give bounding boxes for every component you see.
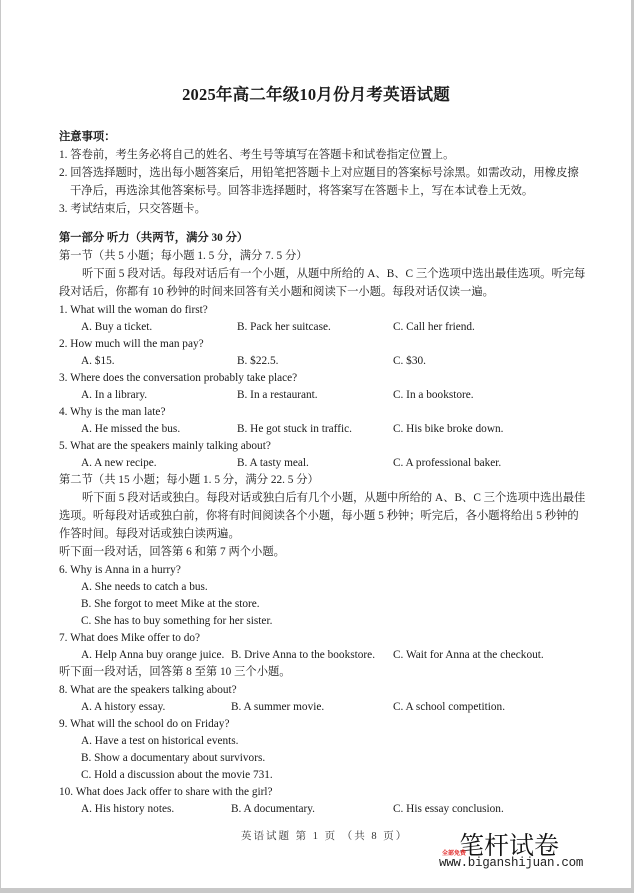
- option-b: B. Show a documentary about survivors.: [81, 752, 266, 764]
- question-8: 8. What are the speakers talking about?: [59, 684, 237, 696]
- option-a: A. Help Anna buy orange juice.: [81, 649, 225, 661]
- question-4: 4. Why is the man late?: [59, 406, 166, 418]
- option-a: A. A history essay.: [81, 701, 166, 713]
- question-10: 10. What does Jack offer to share with the girl?: [59, 786, 273, 798]
- option-b: B. A summer movie.: [231, 701, 325, 713]
- option-b: B. In a restaurant.: [237, 389, 318, 401]
- option-a: A. In a library.: [81, 389, 148, 401]
- question-1: 1. What will the woman do first?: [59, 304, 208, 316]
- question-3: 3. Where does the conversation probably take place?: [59, 372, 298, 384]
- page-number: 英语试题 第 1 页 （共 8 页）: [241, 831, 409, 842]
- page-title: 2025年高二年级10月份月考英语试题: [182, 85, 450, 104]
- notice-item: 2. 回答选择题时，选出每小题答案后，用铅笔把答题卡上对应题目的答案标号涂黑。如需改动，用橡皮擦: [59, 167, 579, 179]
- option-b: B. Pack her suitcase.: [237, 321, 331, 333]
- question-7: 7. What does Mike offer to do?: [59, 632, 201, 644]
- question-2: 2. How much will the man pay?: [59, 338, 204, 350]
- option-a: A. Have a test on historical events.: [81, 735, 239, 747]
- notice-item: 3. 考试结束后，只交答题卡。: [59, 203, 206, 215]
- section1-instructions: 段对话后，你都有 10 秒钟的时间来回答有关小题和阅读下一小题。每段对话仅读一遍。: [59, 286, 494, 298]
- option-a: A. $15.: [81, 355, 115, 367]
- option-a: A. He missed the bus.: [81, 423, 181, 435]
- notice-heading: 注意事项：: [59, 131, 116, 143]
- group-instruction: 听下面一段对话，回答第 8 至第 10 三个小题。: [59, 666, 291, 678]
- option-b: B. He got stuck in traffic.: [237, 423, 352, 435]
- option-c: C. Wait for Anna at the checkout.: [393, 649, 544, 661]
- option-b: B. A documentary.: [231, 803, 315, 815]
- section1-instructions: 听下面 5 段对话。每段对话后有一个小题，从题中所给的 A、B、C 三个选项中选出最佳选项。听完每: [82, 268, 586, 280]
- watermark-url: www.biganshijuan.com: [439, 856, 584, 870]
- option-b: B. A tasty meal.: [237, 457, 309, 469]
- section2-instructions: 听下面 5 段对话或独白。每段对话或独白后有几个小题，从题中所给的 A、B、C 三个选项中选出最佳: [82, 492, 586, 504]
- section2-instructions: 选项。听每段对话或独白前，你将有时间阅读各个小题，每小题 5 秒钟；听完后，各小题将给出 5 秒钟的: [59, 510, 579, 522]
- section2-heading: 第二节（共 15 小题；每小题 1. 5 分，满分 22. 5 分）: [59, 474, 319, 486]
- option-c: C. A professional baker.: [393, 457, 502, 469]
- option-a: A. His history notes.: [81, 803, 175, 815]
- group-instruction: 听下面一段对话，回答第 6 和第 7 两个小题。: [59, 546, 285, 558]
- section1-heading: 第一节（共 5 小题；每小题 1. 5 分，满分 7. 5 分）: [59, 250, 308, 262]
- exam-page: [1, 0, 631, 888]
- question-6: 6. Why is Anna in a hurry?: [59, 564, 181, 576]
- option-c: C. A school competition.: [393, 701, 506, 713]
- notice-item: 干净后，再选涂其他答案标号。回答非选择题时，将答案写在答题卡上，写在本试卷上无效。: [70, 185, 534, 197]
- part1-heading: 第一部分 听力（共两节，满分 30 分）: [59, 232, 249, 244]
- watermark-brand: 笔杆试卷: [459, 831, 560, 860]
- notice-item: 1. 答卷前，考生务必将自己的姓名、考生号等填写在答题卡和试卷指定位置上。: [59, 149, 455, 161]
- option-c: C. His bike broke down.: [393, 423, 504, 435]
- option-a: A. Buy a ticket.: [81, 321, 153, 333]
- option-c: C. Hold a discussion about the movie 731.: [81, 769, 273, 781]
- option-c: C. Call her friend.: [393, 321, 475, 333]
- question-5: 5. What are the speakers mainly talking about?: [59, 440, 271, 452]
- option-c: C. In a bookstore.: [393, 389, 474, 401]
- option-b: B. Drive Anna to the bookstore.: [231, 649, 376, 661]
- option-c: C. $30.: [393, 355, 426, 367]
- option-a: A. A new recipe.: [81, 457, 157, 469]
- option-c: C. His essay conclusion.: [393, 803, 504, 815]
- option-b: B. $22.5.: [237, 355, 279, 367]
- option-a: A. She needs to catch a bus.: [81, 581, 208, 593]
- option-b: B. She forgot to meet Mike at the store.: [81, 598, 260, 610]
- watermark-tag: 全部免费: [442, 850, 467, 857]
- option-c: C. She has to buy something for her sister.: [81, 615, 273, 627]
- question-9: 9. What will the school do on Friday?: [59, 718, 230, 730]
- section2-instructions: 作答时间。每段对话或独白读两遍。: [59, 528, 240, 540]
